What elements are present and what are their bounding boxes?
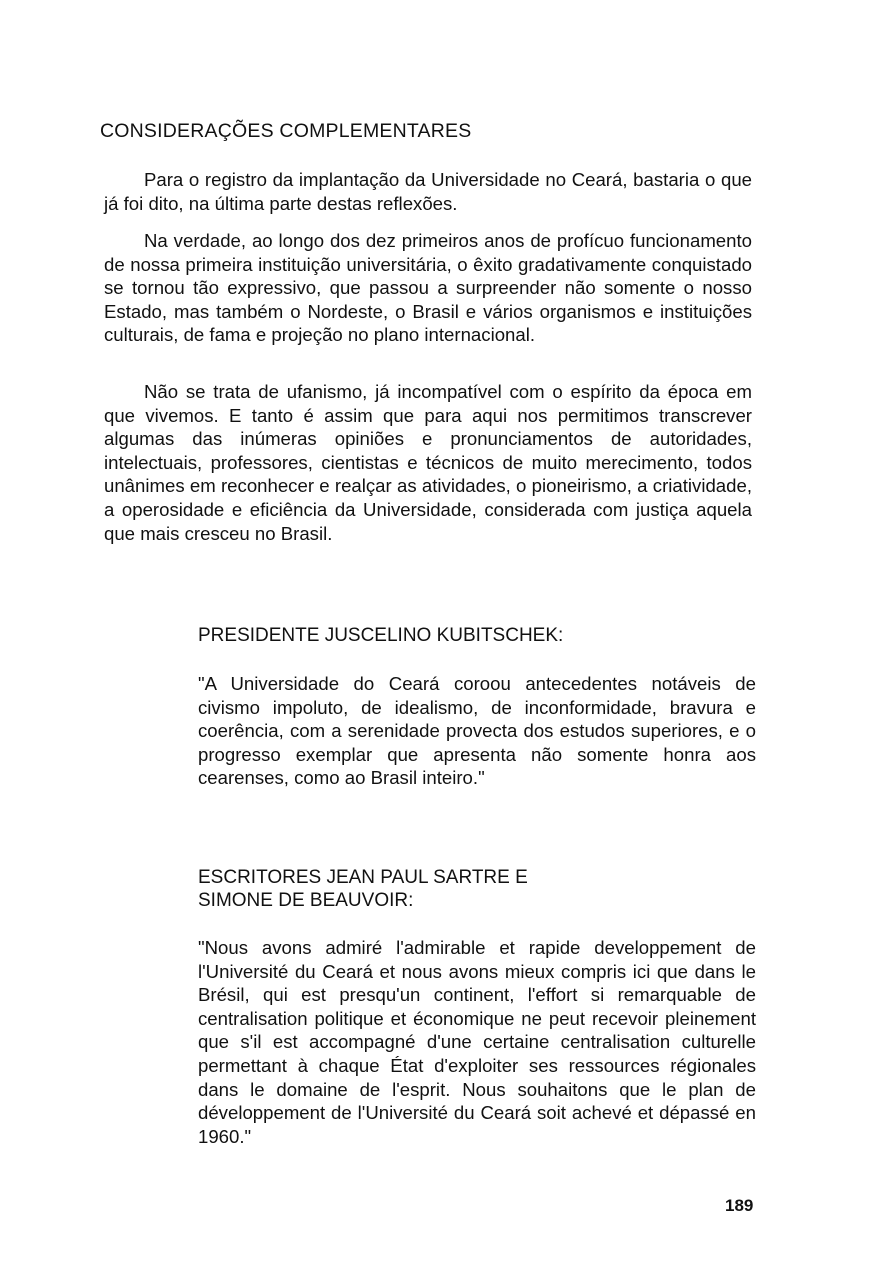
speaker-sartre-beauvoir xyxy=(198,866,528,912)
paragraph-1: Para o registro da implantação da Universidade no Ceará, bastaria o que já foi dito, na última parte destas reflexões. xyxy=(104,169,752,214)
paragraph-2: Na verdade, ao longo dos dez primeiros anos de profícuo funcionamento de nossa primeira instituição universitária, o êxito gradativamente conquistado se tornou tão expressivo, que passou a surpreender não somente o nosso Estado, mas também o Nordeste, o Brasil e vários organismos e instituições culturais, de fama e projeção no plano internacional. xyxy=(104,230,752,346)
speaker-line-1: ESCRITORES JEAN PAUL SARTRE E xyxy=(198,867,528,888)
speaker-line-2: SIMONE DE BEAUVOIR: xyxy=(198,890,414,911)
quote-sartre-beauvoir: "Nous avons admiré l'admirable et rapide developpement de l'Université du Ceará et nous avons mieux compris ici que dans le Brésil, qui est presqu'un continent, l'effort si remarquable de centralisation politique et économique ne peut recevoir pleinement que s'il est accompagné d'une certaine centralisation culturelle permettant à chaque État d'exploiter ses ressources régionales dans le domaine de l'esprit. Nous souhaitons que le plan de développement de l'Université du Ceará soit achevé et dépassé en 1960." xyxy=(198,937,756,1147)
quote-kubitschek: "A Universidade do Ceará coroou antecedentes notáveis de civismo impoluto, de idealismo, de inconformidade, bravura e coerência, com a serenidade provecta dos estudos superiores, e o progresso exemplar que apresenta não somente honra aos cearenses, como ao Brasil inteiro." xyxy=(198,673,756,789)
speaker-kubitschek: PRESIDENTE JUSCELINO KUBITSCHEK: xyxy=(198,625,564,646)
section-heading: CONSIDERAÇÕES COMPLEMENTARES xyxy=(100,120,472,142)
page-number: 189 xyxy=(725,1196,754,1215)
paragraph-3: Não se trata de ufanismo, já incompatível com o espírito da época em que vivemos. E tanto é assim que para aqui nos permitimos transcrever algumas das inúmeras opiniões e pronunciamentos de autoridades, intelectuais, professores, cientistas e técnicos de muito merecimento, todos unânimes em reconhecer e realçar as atividades, o pioneirismo, a criatividade, a operosidade e eficiência da Universidade, considerada com justiça aquela que mais cresceu no Brasil. xyxy=(104,381,752,544)
